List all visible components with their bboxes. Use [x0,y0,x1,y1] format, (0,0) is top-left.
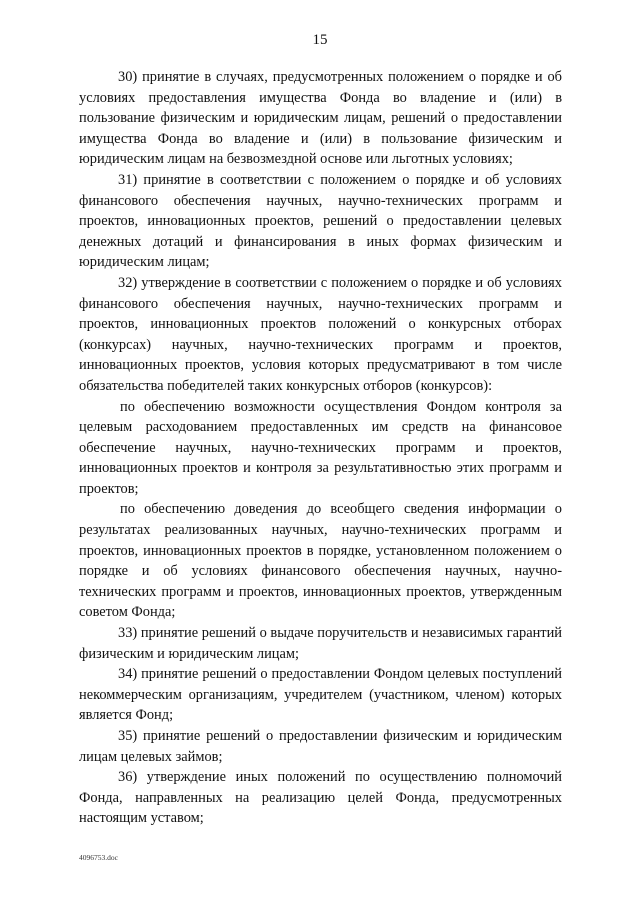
paragraph-item-32: 32) утверждение в соответствии с положением о порядке и об условиях финансового обеспечения научных, научно-технических программ и проектов, инновационных проектов положений о конкурсных отборах (конкурсах) научных, научно-технических программ и проектов, инновационных проектов, условия которых предусматривают в том числе обязательства победителей таких конкурсных отборов (конкурсов): [79,274,562,394]
paragraph-item-33: 33) принятие решений о выдаче поручительств и независимых гарантий физическим и юридическим лицам; [79,625,562,662]
footer-filename: 4096753.doc [79,853,118,862]
paragraph-sub-control: по обеспечению возможности осуществления Фондом контроля за целевым расходованием предоставленных им средств на финансовое обеспечение научных, научно-технических программ и проектов, инновационных проектов и контроля за результативностью этих программ и проектов; [79,398,562,497]
document-body [79,67,562,829]
paragraph-item-34: 34) принятие решений о предоставлении Фондом целевых поступлений некоммерческим организациям, учредителем (участником, членом) которых является Фонд; [79,666,562,724]
paragraph-item-36: 36) утверждение иных положений по осуществлению полномочий Фонда, направленных на реализацию целей Фонда, предусмотренных настоящим уставом; [79,769,562,827]
paragraph-item-30: 30) принятие в случаях, предусмотренных положением о порядке и об условиях предоставления имущества Фонда во владение и (или) в пользование физическим и юридическим лицам, решений о предоставлении имущества Фонда во владение и (или) в пользование физическим и юридическим лицам на безвозмездной основе или льготных условиях; [79,69,562,168]
paragraph-sub-disclosure: по обеспечению доведения до всеобщего сведения информации о результатах реализованных научных, научно-технических программ и проектов, инновационных проектов в порядке, установленном положением о порядке и об условиях финансового обеспечения научных, научно-технических программ и проектов, инновационных проектов, утвержденным советом Фонда; [79,501,562,621]
paragraph-item-35: 35) принятие решений о предоставлении физическим и юридическим лицам целевых займов; [79,728,562,765]
paragraph-item-31: 31) принятие в соответствии с положением о порядке и об условиях финансового обеспечения научных, научно-технических программ и проектов, инновационных проектов, решений о предоставлении целевых денежных дотаций и финансирования в иных формах физическим и юридическим лицам; [79,171,562,271]
page-number: 15 [312,32,328,48]
